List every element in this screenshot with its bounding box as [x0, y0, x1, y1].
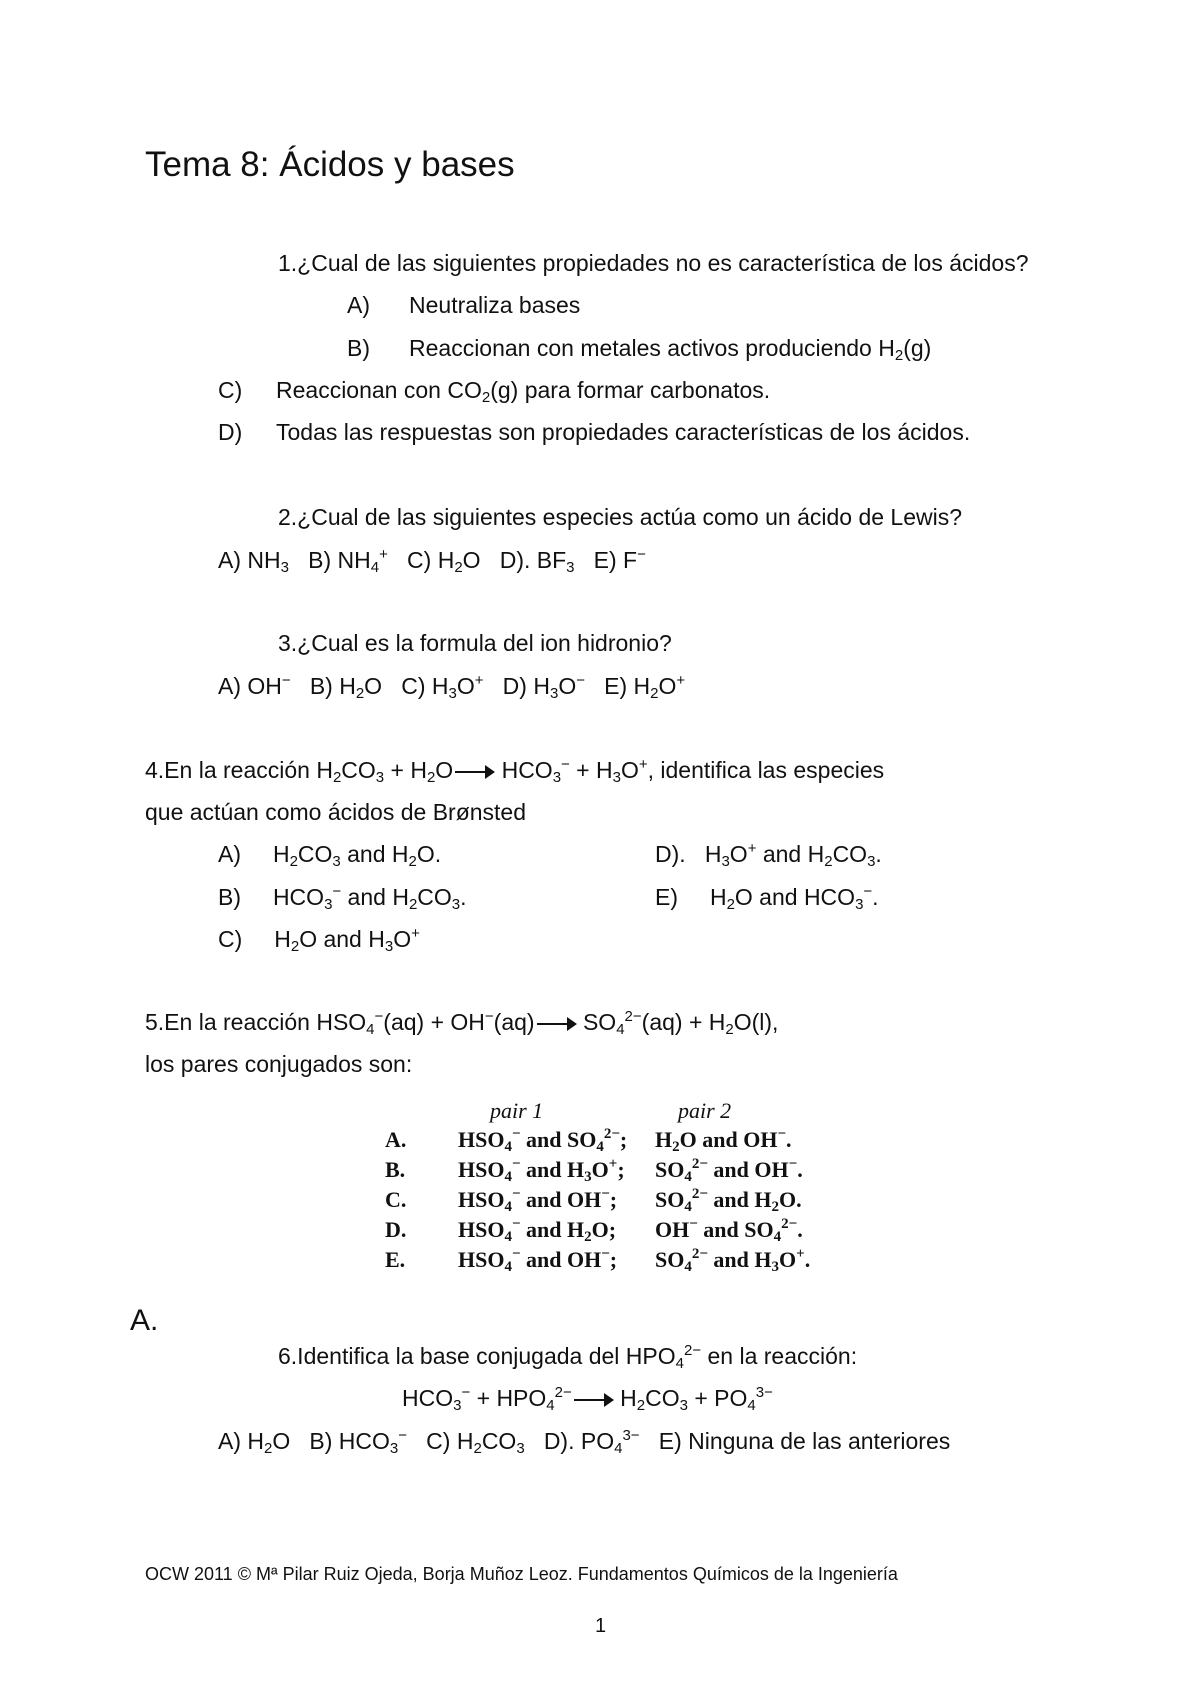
q5-text-line2: los pares conjugados son:	[145, 1051, 413, 1077]
q5-row-c: C.	[385, 1187, 407, 1212]
q1-option-d: Todas las respuestas son propiedades características de los ácidos.	[276, 419, 971, 445]
q5-text: 5.En la reacción $HSO_4^-(aq) + OH^-(aq) SO_4^{2-}(aq) + H_2O(l)$,	[145, 1008, 779, 1038]
q5-row-b-pair1: $HSO_4^-$ and $H_3O^+$;	[458, 1156, 625, 1185]
q5-row-d-pair1: $HSO_4^-$ and $H_2O$;	[458, 1216, 617, 1245]
q6-options: A) $H_2O$ B) $HCO_3^-$ C) $H_2CO_3$ D). $PO_4^{3-}$ E) Ninguna de las anteriores	[218, 1427, 951, 1457]
pair1-header: pair 1	[490, 1098, 544, 1123]
q1-option-c-letter: C)	[218, 377, 243, 403]
q5-row-a-pair2: $H_2O$ and OH−.	[655, 1126, 792, 1155]
q5-row-b: B.	[385, 1157, 406, 1182]
q1-option-b-letter: B)	[347, 335, 370, 361]
pair2-header: pair 2	[678, 1098, 732, 1123]
q6-reaction: $HCO_3^- + HPO_4^{2-}$ $H_2CO_3 + PO_4^{3-}$	[402, 1384, 773, 1414]
q5-row-a: A.	[385, 1127, 407, 1152]
q4-option-b: B) $HCO_3^-$ and $H_2CO_3$.	[218, 883, 467, 913]
q5-row-b-pair2: $SO_4^{2-}$ and OH−.	[655, 1156, 803, 1185]
q5-row-a-pair1: $HSO_4^-$ and $SO_4^{2-}$;	[458, 1126, 628, 1155]
page-number: 1	[595, 1615, 607, 1637]
q4-option-c: C) $H_2O$ and $H_3O^+$	[218, 925, 420, 955]
q4-option-e: E) $H_2O$ and $HCO_3^-$.	[655, 883, 879, 913]
q5-row-e-pair2: $SO_4^{2-}$ and $H_3O^+$.	[655, 1246, 811, 1275]
q5-row-e: E.	[385, 1247, 406, 1272]
q4-option-d: D). $H_3O^+$ and $H_2CO_3$.	[655, 840, 882, 870]
reaction-arrow-icon	[455, 771, 493, 773]
reaction-arrow-icon	[574, 1399, 612, 1401]
q5-row-c-pair1: $HSO_4^-$ and OH−;	[458, 1186, 618, 1215]
q5-row-d-pair2: OH− and $SO_4^{2-}$.	[655, 1216, 803, 1245]
q1-option-a-letter: A)	[347, 292, 370, 318]
q4-text-line2: que actúan como ácidos de Brønsted	[145, 799, 527, 825]
q1-option-b: Reaccionan con metales activos produciendo $H_2(g)$	[409, 335, 932, 364]
q1-option-c: Reaccionan con $CO_2(g)$ para formar carbonatos.	[276, 377, 771, 406]
q3-text: 3.¿Cual es la formula del ion hidronio?	[278, 630, 672, 656]
q2-text: 2.¿Cual de las siguientes especies actúa como un ácido de Lewis?	[278, 504, 963, 530]
q5-row-c-pair2: $SO_4^{2-}$ and $H_2O$.	[655, 1186, 802, 1215]
q5-row-d: D.	[385, 1217, 407, 1242]
q5-answer: A.	[130, 1304, 159, 1337]
q1-option-d-letter: D)	[218, 419, 243, 445]
q4-option-a: A) $H_2CO_3$ and $H_2O$.	[218, 841, 442, 870]
reaction-arrow-icon	[537, 1023, 575, 1025]
q1-text: 1.¿Cual de las siguientes propiedades no es característica de los ácidos?	[278, 250, 1029, 276]
q2-options: A) $NH_3$ B) $NH_4^+$ C) $H_2O$ D). $BF_3$ E) F−	[218, 546, 646, 576]
q5-row-e-pair1: $HSO_4^-$ and OH−;	[458, 1246, 618, 1275]
q3-options: A) OH− B) $H_2O$ C) $H_3O^+$ D) $H_3O^-$ E) $H_2O^+$	[218, 672, 686, 702]
footer-credits: OCW 2011 © Mª Pilar Ruiz Ojeda, Borja Muñoz Leoz. Fundamentos Químicos de la Ingeniería	[145, 1564, 898, 1584]
q6-text: 6.Identifica la base conjugada del $HPO_4^{2-}$ en la reacción:	[278, 1342, 858, 1372]
q4-text: 4.En la reacción $H_2CO_3 + H_2O$ $HCO_3^- + H_3O^+$, identifica las especies	[145, 756, 885, 786]
q1-option-a: Neutraliza bases	[409, 292, 581, 318]
page-title: Tema 8: Ácidos y bases	[145, 145, 515, 184]
